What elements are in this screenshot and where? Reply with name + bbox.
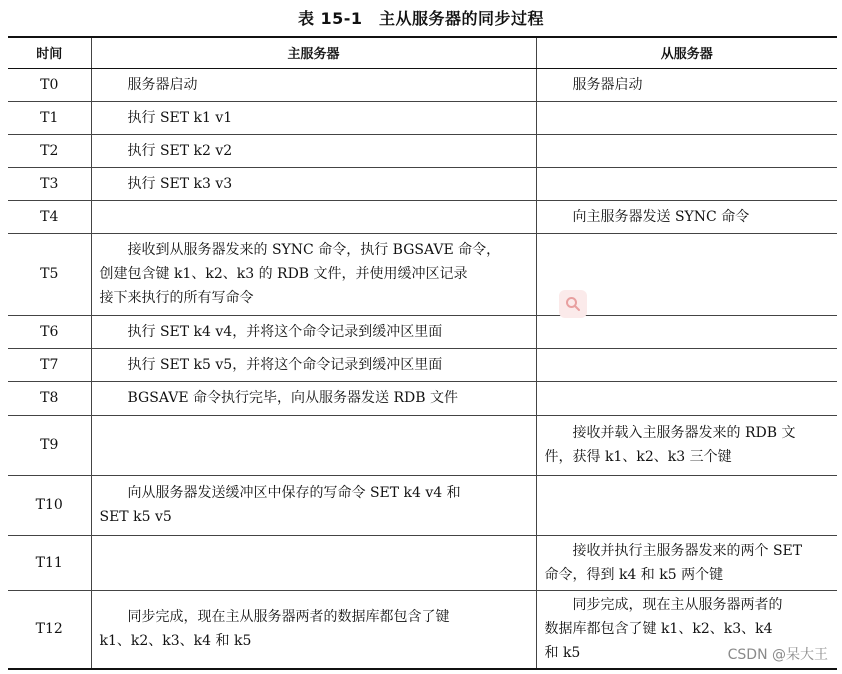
zoom-badge[interactable] xyxy=(559,290,587,318)
cell-time: T2 xyxy=(8,134,91,167)
cell-master-text: 服务器启动 xyxy=(127,76,198,93)
cell-master-text: 执行 SET k5 v5，并将这个命令记录到缓冲区里面 xyxy=(127,356,443,373)
cell-time: T3 xyxy=(8,167,91,200)
cell-time: T0 xyxy=(8,68,91,101)
table-title: 表 15-1 主从服务器的同步过程 xyxy=(297,9,545,28)
table-row xyxy=(8,233,837,315)
cell-master xyxy=(91,233,536,315)
cell-master xyxy=(91,167,536,200)
cell-time: T8 xyxy=(8,381,91,415)
cell-time: T4 xyxy=(8,200,91,233)
cell-slave xyxy=(536,200,837,233)
cell-time: T12 xyxy=(8,590,91,669)
cell-master xyxy=(91,134,536,167)
header-master: 主服务器 xyxy=(91,37,536,68)
cell-master xyxy=(91,315,536,348)
table-row xyxy=(8,475,837,535)
cell-master-text: 向从服务器发送缓冲区中保存的写命令 SET k4 v4 和 SET k5 v5 xyxy=(99,485,461,525)
cell-slave xyxy=(536,475,837,535)
table-row xyxy=(8,134,837,167)
cell-slave xyxy=(536,101,837,134)
cell-master-text: 同步完成，现在主从服务器两者的数据库都包含了键 k1、k2、k3、k4 和 k5 xyxy=(99,609,450,650)
cell-slave-text: 接收并载入主服务器发来的 RDB 文 件，获得 k1、k2、k3 三个键 xyxy=(544,425,796,465)
table-row xyxy=(8,101,837,134)
cell-master-text: 接收到从服务器发来的 SYNC 命令，执行 BGSAVE 命令， 创建包含键 k1、k2、k3 的 RDB 文件，并使用缓冲区记录 接下来执行的所有写命令 xyxy=(99,242,501,306)
cell-slave xyxy=(536,348,837,381)
table-header-row xyxy=(8,37,837,68)
cell-time: T5 xyxy=(8,233,91,315)
header-slave: 从服务器 xyxy=(536,37,837,68)
cell-time: T11 xyxy=(8,535,91,590)
cell-time: T1 xyxy=(8,101,91,134)
cell-time: T6 xyxy=(8,315,91,348)
cell-slave-text: 接收并执行主服务器发来的两个 SET 命令，得到 k4 和 k5 两个键 xyxy=(544,542,803,583)
cell-time: T7 xyxy=(8,348,91,381)
cell-slave xyxy=(536,535,837,590)
sync-process-table xyxy=(8,36,837,670)
cell-time: T9 xyxy=(8,415,91,475)
table-row xyxy=(8,590,837,669)
cell-master xyxy=(91,381,536,415)
cell-master-text: 执行 SET k2 v2 xyxy=(127,142,233,159)
cell-master xyxy=(91,535,536,590)
cell-master-text: 执行 SET k4 v4，并将这个命令记录到缓冲区里面 xyxy=(127,323,443,340)
cell-slave xyxy=(536,134,837,167)
cell-master-text: BGSAVE 命令执行完毕，向从服务器发送 RDB 文件 xyxy=(127,390,458,406)
cell-time: T10 xyxy=(8,475,91,535)
cell-master xyxy=(91,475,536,535)
cell-master xyxy=(91,200,536,233)
cell-slave-text: 向主服务器发送 SYNC 命令 xyxy=(572,208,750,225)
watermark: CSDN @呆大王 xyxy=(727,647,828,663)
table-row xyxy=(8,167,837,200)
cell-master xyxy=(91,101,536,134)
table-row xyxy=(8,348,837,381)
cell-master xyxy=(91,590,536,669)
table-row xyxy=(8,381,837,415)
cell-slave-text: 服务器启动 xyxy=(572,76,643,93)
table-row xyxy=(8,535,837,590)
cell-slave-text: 同步完成，现在主从服务器两者的 数据库都包含了键 k1、k2、k3、k4 和 k5 xyxy=(544,597,783,662)
cell-master-text: 执行 SET k1 v1 xyxy=(127,109,233,126)
table-row xyxy=(8,415,837,475)
table-row xyxy=(8,68,837,101)
cell-slave xyxy=(536,315,837,348)
cell-master xyxy=(91,415,536,475)
cell-slave xyxy=(536,68,837,101)
cell-master-text: 执行 SET k3 v3 xyxy=(127,175,233,192)
header-time: 时间 xyxy=(8,37,91,68)
cell-master xyxy=(91,348,536,381)
table-row xyxy=(8,315,837,348)
cell-slave xyxy=(536,167,837,200)
cell-slave xyxy=(536,381,837,415)
cell-slave xyxy=(536,415,837,475)
search-icon xyxy=(565,296,581,312)
cell-master xyxy=(91,68,536,101)
table-row xyxy=(8,200,837,233)
